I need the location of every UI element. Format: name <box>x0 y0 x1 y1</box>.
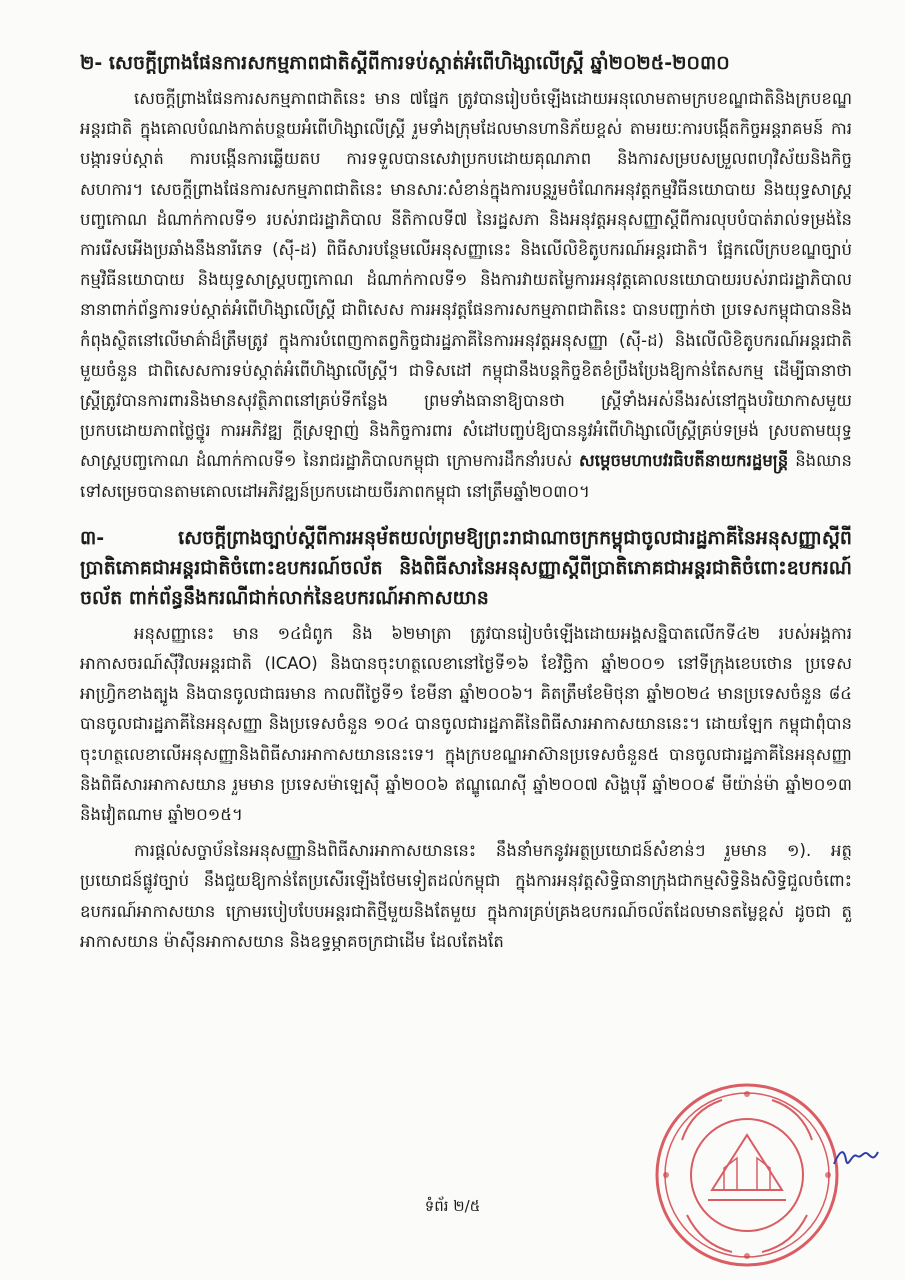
document-content <box>80 48 852 963</box>
section-2-body-bold: សម្តេចមហាបវរធិបតីនាយករដ្ឋមន្ត្រី <box>579 451 789 471</box>
section-2-heading: ២- សេចក្តីព្រាងផែនការសកម្មភាពជាតិស្តីពីការទប់ស្កាត់អំពើហិង្សាលើស្ត្រី ឆ្នាំ២០២៥-២០៣០ <box>80 52 730 74</box>
section-2-body-end: និងឈានទៅសម្រេចបានតាមគោលដៅអភិវឌ្ឍន៍ប្រកបដោយចីរភាពកម្ពុជា នៅត្រឹមឆ្នាំ២០៣០។ <box>80 451 852 501</box>
section-gap <box>80 513 852 523</box>
section-3-paragraph-1: អនុសញ្ញានេះ មាន ១៤ជំពូក និង ៦២មាត្រា ត្រូវបានរៀបចំឡើងដោយអង្គសន្និបាតលើកទី៤២ របស់អង្គការអាកាសចរណ៍ស៊ីវិលអន្តរជាតិ (ICAO) និងបានចុះហត្ថលេខានៅថ្ងៃទី១៦ ខែវិច្ឆិកា ឆ្នាំ២០០១ នៅទីក្រុងខេបថោន ប្រទេសអាហ្វ្រិកខាងត្បូង និងបានចូលជាធរមាន កាលពីថ្ងៃទី១ ខែមីនា ឆ្នាំ២០០៦។ គិតត្រឹមខែមិថុនា ឆ្នាំ២០២៤ មានប្រទេសចំនួន ៨៤ បានចូលជារដ្ឋភាគីនៃអនុសញ្ញា និងប្រទេសចំនួន ១០៤ បានចូលជារដ្ឋភាគីនៃពិធីសារអាកាសយាននេះ។ ដោយឡែក កម្ពុជាពុំបានចុះហត្ថលេខាលើអនុសញ្ញានិងពិធីសារអាកាសយាននេះទេ។ ក្នុងក្របខណ្ឌអាស៊ានប្រទេសចំនួន៥ បានចូលជារដ្ឋភាគីនៃអនុសញ្ញានិងពិធីសារអាកាសយាន រួមមាន ប្រទេសម៉ាឡេស៊ី ឆ្នាំ២០០៦ ឥណ្ឌូណេស៊ី ឆ្នាំ២០០៧ សិង្ហបុរី ឆ្នាំ២០០៩ មីយ៉ាន់ម៉ា ឆ្នាំ២០១៣ និងវៀតណាម ឆ្នាំ២០១៥។ <box>80 623 852 825</box>
section-3-paragraph-2: ការផ្តល់សច្ចាប័ននៃអនុសញ្ញានិងពិធីសារអាកាសយាននេះ នឹងនាំមកនូវអត្ថប្រយោជន៍សំខាន់ៗ រួមមាន ១). អត្ថប្រយោជន៍ផ្លូវច្បាប់ នឹងជួយឱ្យកាន់តែប្រសើរឡើងថែមទៀតដល់កម្ពុជា ក្នុងការអនុវត្តសិទ្ធិធានាក្រុងជាកម្មសិទ្ធិនិងសិទ្ធិជួលចំពោះឧបករណ៍អាកាសយាន ក្រោមរបៀបបែបអន្តរជាតិថ្មីមួយនិងតែមួយ ក្នុងការគ្រប់គ្រងឧបករណ៍ចល័តដែលមានតម្លៃខ្ពស់ ដូចជា តួអាកាសយាន ម៉ាស៊ីនអាកាសយាន និងឧទ្ធម្ភាគចក្រជាដើម ដែលតែងតែ <box>80 841 852 951</box>
official-seal-icon <box>652 1080 842 1270</box>
section-2-body-main: សេចក្តីព្រាងផែនការសកម្មភាពជាតិនេះ មាន ៧ផ្នែក ត្រូវបានរៀបចំឡើងដោយអនុលោមតាមក្របខណ្ឌជាតិនិងក្របខណ្ឌអន្តរជាតិ ក្នុងគោលបំណងកាត់បន្ថយអំពើហិង្សាលើស្ត្រី រួមទាំងក្រុមដែលមានហានិភ័យខ្ពស់ តាមរយៈការបង្កើតកិច្ចអន្តរាគមន៍ ការបង្ការទប់ស្កាត់ ការបង្កើនការឆ្លើយតប ការទទួលបានសេវាប្រកបដោយគុណភាព និងការសម្របសម្រួលពហុវិស័យនិងកិច្ចសហការ។ សេចក្តីព្រាងផែនការសកម្មភាពជាតិនេះ មានសារៈសំខាន់ក្នុងការបន្តរួមចំណែកអនុវត្តកម្មវិធីនយោបាយ និងយុទ្ធសាស្ត្របញ្ចកោណ ដំណាក់កាលទី១ របស់រាជរដ្ឋាភិបាល នីតិកាលទី៧ នៃរដ្ឋសភា និងអនុវត្តអនុសញ្ញាស្តីពីការលុបបំបាត់រាល់ទម្រង់នៃការរើសអើងប្រឆាំងនឹងនារីភេទ (ស៊ី-ដ) ពិធីសារបន្ថែមលើអនុសញ្ញានេះ និងលើលិខិតូបករណ៍អន្តរជាតិ។ ផ្អែកលើក្របខណ្ឌច្បាប់ កម្មវិធីនយោបាយ និងយុទ្ធសាស្ត្របញ្ចកោណ ដំណាក់កាលទី១ និងការវាយតម្លៃការអនុវត្តគោលនយោបាយរបស់រាជរដ្ឋាភិបាលនានាពាក់ព័ន្ធការទប់ស្កាត់អំពើហិង្សាលើស្ត្រី ជាពិសេស ការអនុវត្តផែនការសកម្មភាពជាតិនេះ បានបញ្ជាក់ថា ប្រទេសកម្ពុជាបាននិងកំពុងស្ថិតនៅលើមាគ៌ាដ៏ត្រឹមត្រូវ ក្នុងការបំពេញកាតព្វកិច្ចជារដ្ឋភាគីនៃការអនុវត្តអនុសញ្ញា (ស៊ី-ដ) និងលើលិខិតូបករណ៍អន្តរជាតិមួយចំនួន ជាពិសេសការទប់ស្កាត់អំពើហិង្សាលើស្ត្រី។ ជាទិសដៅ កម្ពុជានឹងបន្តកិច្ចខិតខំប្រឹងប្រែងឱ្យកាន់តែសកម្ម ដើម្បីធានាថា ស្ត្រីត្រូវបានការពារនិងមានសុវត្ថិភាពនៅគ្រប់ទីកន្លែង ព្រមទាំងធានាឱ្យបានថា ស្ត្រីទាំងអស់នឹងរស់នៅក្នុងបរិយាកាសមួយប្រកបដោយភាពថ្លៃថ្នូរ ការអភិវឌ្ឍ ក្តីស្រឡាញ់ និងកិច្ចការពារ សំដៅបញ្ចប់ឱ្យបាននូវអំពើហិង្សាលើស្ត្រីគ្រប់ទម្រង់ ស្របតាមយុទ្ធសាស្ត្របញ្ចកោណ ដំណាក់កាលទី១ នៃរាជរដ្ឋាភិបាលកម្ពុជា ក្រោមការដឹកនាំរបស់ <box>80 89 852 471</box>
section-2-body <box>80 84 852 507</box>
signature-icon <box>830 1142 880 1172</box>
page-number: ទំព័រ ២/៥ <box>424 1197 481 1215</box>
section-3-heading: ៣- សេចក្តីព្រាងច្បាប់ស្តីពីការអនុម័តយល់ព្រមឱ្យព្រះរាជាណាចក្រកម្ពុជាចូលជារដ្ឋភាគីនៃអនុសញ្ញាស្តីពីប្រាតិភោគជាអន្តរជាតិចំពោះឧបករណ៍ចល័ត និងពិធីសារនៃអនុសញ្ញាស្តីពីប្រាតិភោគជាអន្តរជាតិចំពោះឧបករណ៍ចល័ត ពាក់ព័ន្ធនឹងករណីជាក់លាក់នៃឧបករណ៍អាកាសយាន <box>80 526 852 609</box>
